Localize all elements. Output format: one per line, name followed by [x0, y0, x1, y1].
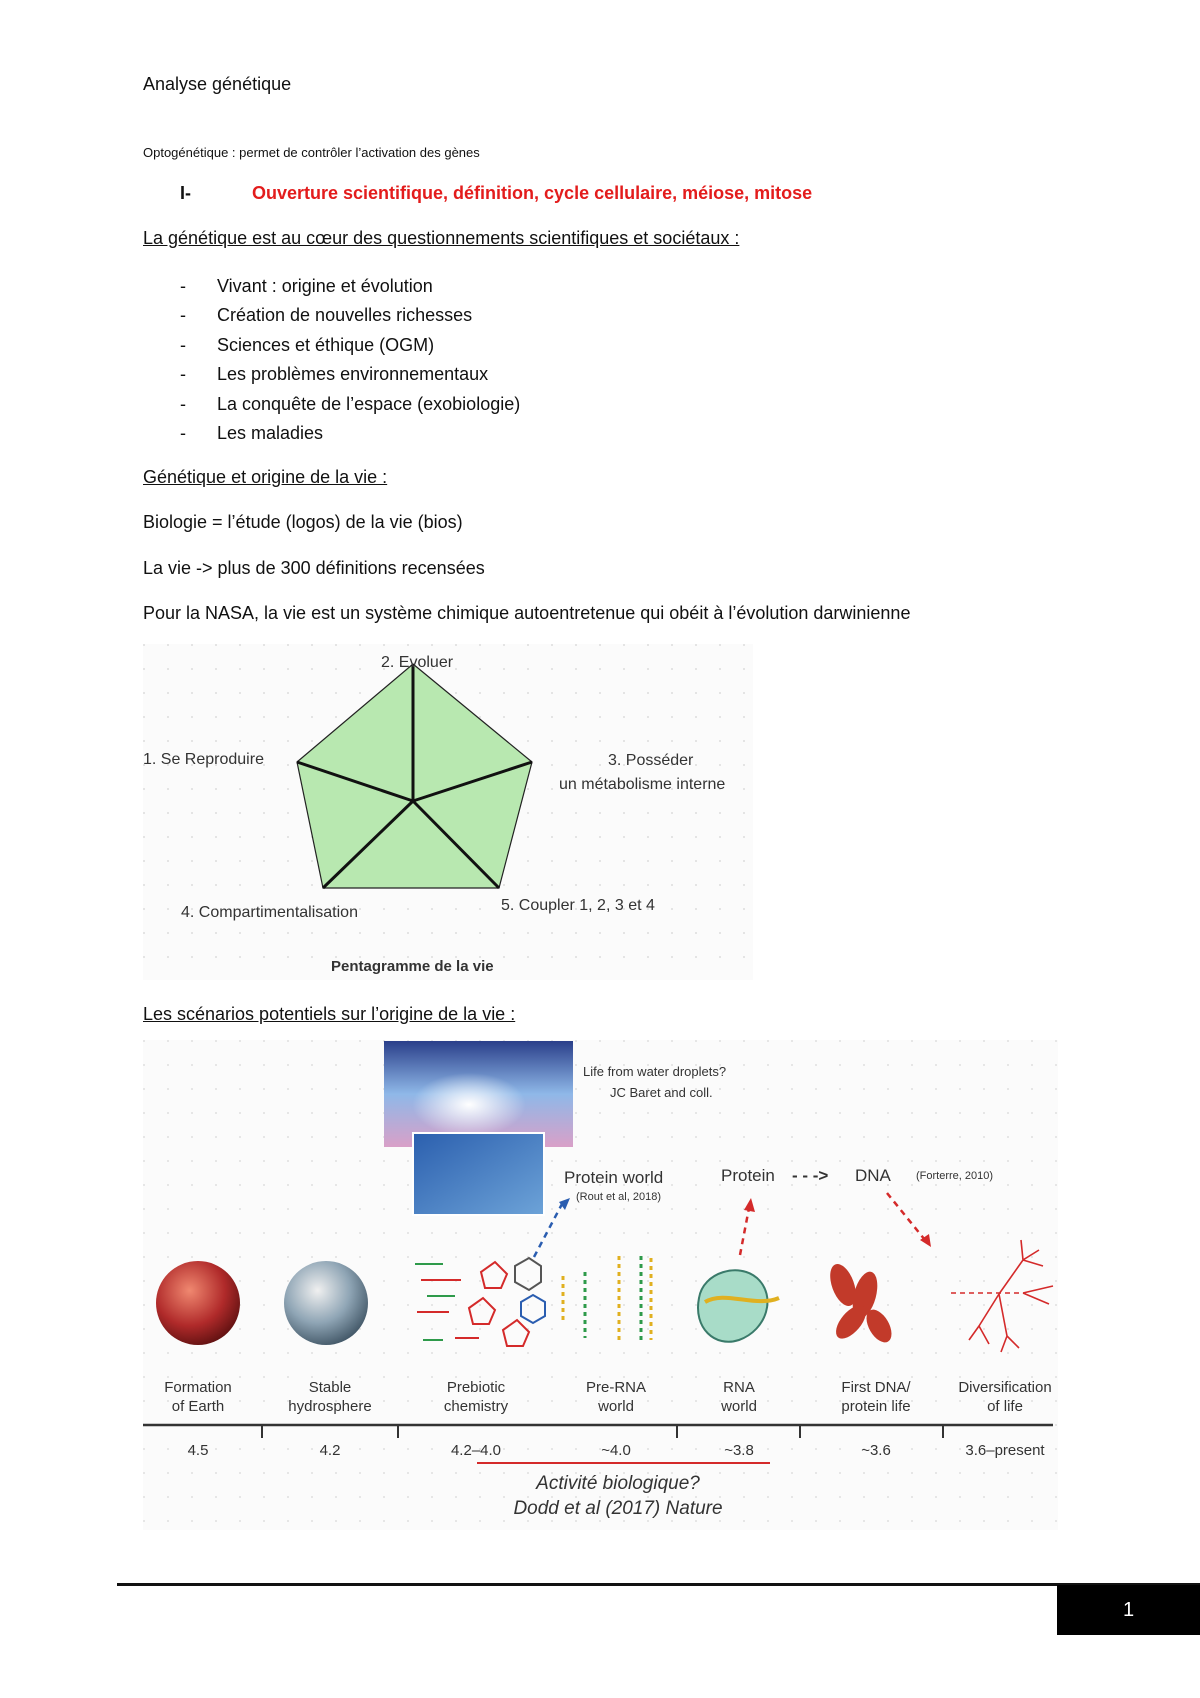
label-coupler: 5. Coupler 1, 2, 3 et 4	[501, 897, 655, 914]
genetics-heading: La génétique est au cœur des questionnements scientifiques et sociétaux :	[143, 228, 740, 248]
droplets-credit: JC Baret and coll.	[610, 1085, 713, 1100]
paragraph-definitions: La vie -> plus de 300 définitions recensées	[143, 558, 485, 578]
stage-label-formation-2: of Earth	[171, 1398, 225, 1415]
list-item	[180, 331, 520, 360]
stage-label-first-dna-2: protein life	[841, 1398, 911, 1415]
label-evoluer: 2. Evoluer	[381, 654, 454, 671]
stage-label-stable: Stable	[308, 1379, 352, 1396]
bullet-text: Sciences et éthique (OGM)	[217, 334, 435, 355]
paragraph-nasa: Pour la NASA, la vie est un système chimique autoentretenue qui obéit à l’évolution darwinienne	[143, 603, 911, 623]
section-number: I-	[180, 183, 191, 203]
stage-label-diversification-2: of life	[987, 1398, 1023, 1415]
bullet-text: Vivant : origine et évolution	[217, 276, 433, 296]
age-label: 4.2–4.0	[450, 1442, 502, 1459]
section-title: Ouverture scientifique, définition, cycle cellulaire, méiose, mitose	[252, 183, 813, 203]
footer-rule	[117, 1583, 1200, 1586]
label-compartimentalisation: 4. Compartimentalisation	[181, 904, 358, 921]
age-label: 4.5	[187, 1442, 209, 1459]
protein-label: Protein	[721, 1166, 775, 1185]
sky-glow	[384, 1041, 573, 1147]
stage-label-formation: Formation	[164, 1379, 232, 1396]
stage-label-prebiotic-2: chemistry	[443, 1398, 509, 1415]
early-earth-illustration	[156, 1261, 240, 1345]
bullet-text: Les problèmes environnementaux	[217, 364, 489, 385]
activity-question: Activité biologique?	[536, 1473, 700, 1494]
origin-heading: Génétique et origine de la vie :	[143, 467, 388, 487]
list-item	[180, 390, 520, 419]
bullet-text: La conquête de l’espace (exobiologie)	[217, 393, 521, 414]
list-item	[180, 419, 520, 448]
origin-of-life-timeline	[143, 1040, 1058, 1530]
age-label: 3.6–present	[965, 1442, 1045, 1459]
age-label: ~3.8	[724, 1442, 754, 1459]
bullet-dash: -	[180, 364, 186, 385]
bullet-text: Création de nouvelles richesses	[217, 305, 473, 326]
document-subtitle: Optogénétique : permet de contrôler l’activation des gènes	[143, 145, 480, 160]
stage-label-stable-2: hydrosphere	[288, 1398, 372, 1415]
dna-label: DNA	[855, 1166, 891, 1185]
stage-label-pre-rna-2: world	[598, 1398, 634, 1415]
scenarios-heading: Les scénarios potentiels sur l’origine de la vie :	[143, 1004, 516, 1024]
stage-label-rna: RNA	[723, 1379, 755, 1396]
protein-world-label: Protein world	[564, 1168, 664, 1187]
label-posseder: 3. Posséder	[608, 752, 694, 769]
bullet-text: Les maladies	[217, 422, 324, 443]
bullet-dash: -	[180, 422, 186, 443]
document-title: Analyse génétique	[143, 74, 292, 94]
stage-label-prebiotic: Prebiotic	[446, 1379, 506, 1396]
paragraph-biologie: Biologie = l’étude (logos) de la vie (bios)	[143, 512, 463, 532]
bullet-dash: -	[180, 393, 186, 414]
label-se-reproduire: 1. Se Reproduire	[143, 751, 264, 768]
bullet-dash: -	[180, 334, 186, 355]
stage-label-first-dna: First DNA/	[841, 1379, 911, 1396]
stage-label-pre-rna: Pre-RNA	[585, 1379, 647, 1396]
age-label: ~3.6	[861, 1442, 891, 1459]
bullet-dash: -	[180, 305, 186, 326]
stage-label-diversification: Diversification	[958, 1379, 1052, 1396]
pentagram-caption: Pentagramme de la vie	[331, 958, 494, 975]
bullet-list	[180, 272, 520, 448]
bullet-dash: -	[180, 276, 186, 296]
age-label: ~4.0	[601, 1442, 631, 1459]
protein-world-ref: (Rout et al, 2018)	[576, 1191, 661, 1203]
forterre-ref: (Forterre, 2010)	[916, 1170, 994, 1182]
droplets-question: Life from water droplets?	[583, 1064, 727, 1079]
list-item	[180, 301, 520, 330]
age-label: 4.2	[319, 1442, 341, 1459]
pentagram-figure	[143, 644, 753, 980]
label-metabolisme: un métabolisme interne	[559, 776, 726, 793]
list-item	[180, 360, 520, 389]
page-number-box	[1057, 1585, 1200, 1635]
list-item	[180, 272, 520, 301]
protein-dna-arrow: - - ->	[792, 1166, 829, 1185]
hydrosphere-earth-illustration	[284, 1261, 368, 1345]
activity-reference: Dodd et al (2017) Nature	[513, 1498, 723, 1519]
page-number: 1	[1122, 1599, 1135, 1621]
stage-label-rna-2: world	[721, 1398, 757, 1415]
water-droplets-image	[413, 1133, 544, 1215]
